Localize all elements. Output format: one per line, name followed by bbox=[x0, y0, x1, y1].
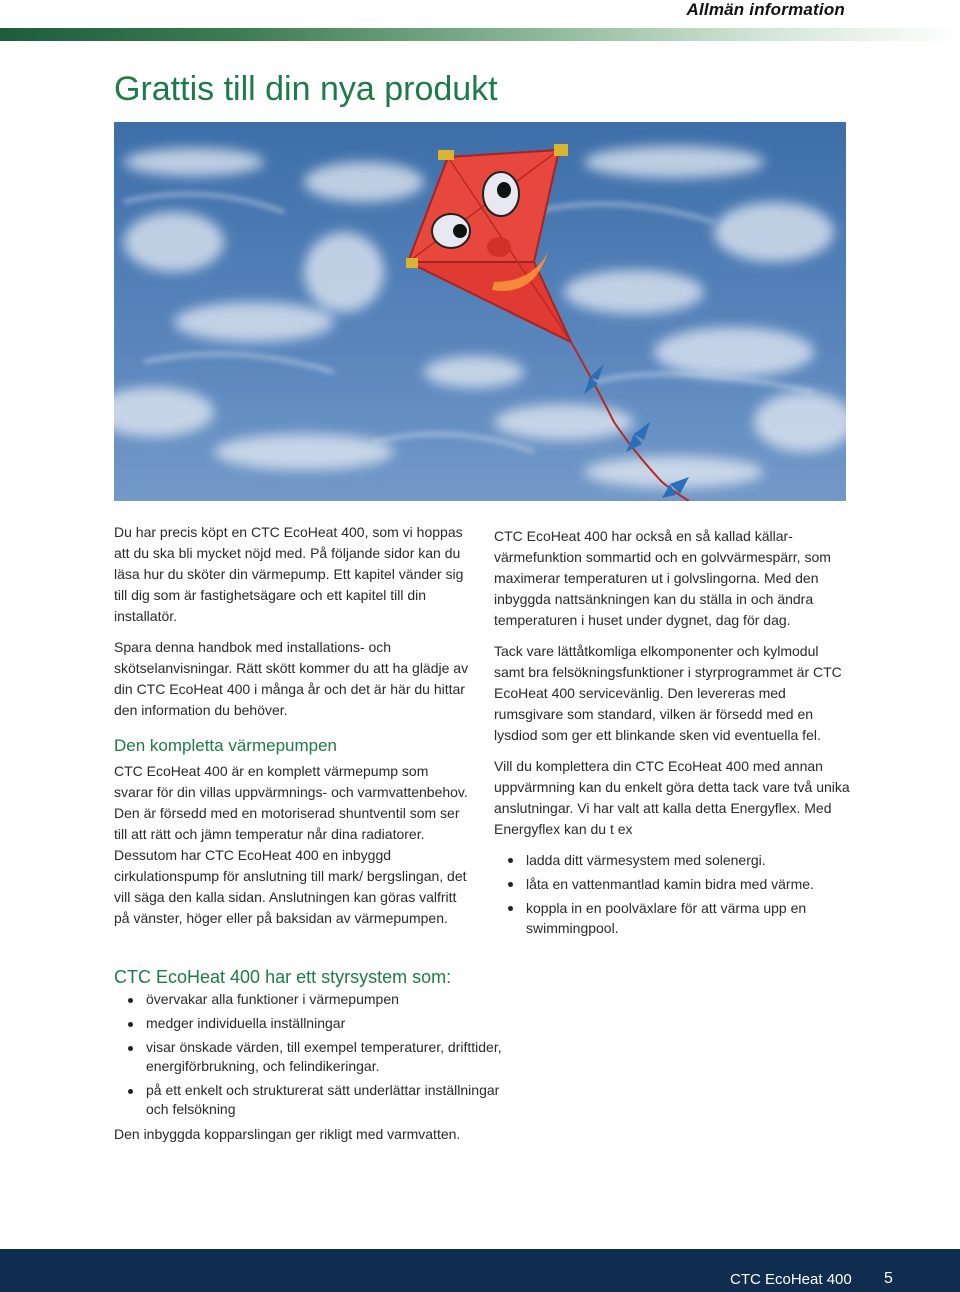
bullet-icon bbox=[508, 858, 513, 863]
list-item: koppla in en poolväxlare för att värma upp en swimmingpool. bbox=[494, 898, 850, 938]
intro-paragraph: Du har precis köpt en CTC EcoHeat 400, som vi hoppas att du ska bli mycket nöjd med. På följande sidor kan du läsa hur du sköter din värmepump. Ett kapitel vänder sig till dig som är fastighetsägare och ett kapitel till din installatör. bbox=[114, 524, 464, 624]
page-title: Grattis till din nya produkt bbox=[114, 70, 498, 108]
bullet-icon bbox=[508, 882, 513, 887]
header-gradient-bar bbox=[0, 28, 960, 41]
section-heading-heatpump: Den kompletta värmepumpen bbox=[114, 736, 338, 755]
right-paragraph-3: Vill du komplettera din CTC EcoHeat 400 med annan uppvärmning kan du enkelt göra detta tack vare två unika anslutningar. Vi har valt att kalla detta Energyflex. Med Energyflex kan du t ex bbox=[494, 758, 850, 837]
list-item: visar önskade värden, till exempel temperaturer, drifttider, energiförbrukning, och felindikeringar. bbox=[114, 1038, 514, 1076]
section-label: Allmän information bbox=[686, 0, 845, 19]
bullet-icon bbox=[128, 1089, 133, 1094]
right-column bbox=[494, 526, 850, 942]
bullet-icon bbox=[128, 1022, 133, 1027]
kite-illustration bbox=[114, 122, 846, 501]
list-item: på ett enkelt och strukturerat sätt underlättar inställningar och felsökning bbox=[114, 1081, 514, 1119]
bullet-icon bbox=[508, 906, 513, 911]
left-column bbox=[114, 522, 470, 939]
bullet-icon bbox=[128, 998, 133, 1003]
right-paragraph-2: Tack vare lättåtkomliga elkomponenter och kylmodul samt bra felsökningsfunktioner i styrprogrammet är CTC EcoHeat 400 servicevänlig. Den levereras med rumsgivare som standard, vilken är försedd med en lysdiod som ger ett blinkande sken vid eventuella fel. bbox=[494, 643, 842, 743]
control-system-section bbox=[114, 966, 514, 1145]
list-item: ladda ditt värmesystem med solenergi. bbox=[494, 850, 850, 870]
heatpump-paragraph: CTC EcoHeat 400 är en komplett värmepump som svarar för din villas uppvärmnings- och varmvattenbehov. Den är försedd med en motoriserad shuntventil som ser till att rätt och jämn temperatur når dina radiatorer. Dessutom har CTC EcoHeat 400 en inbyggd cirkulationspump för anslutning till mark/ bergslingan, det vill säga den kalla sidan. Anslutningen kan göras valfritt på vänster, höger eller på baksidan av värmepumpen. bbox=[114, 763, 468, 926]
page-number: 5 bbox=[884, 1270, 893, 1287]
save-paragraph: Spara denna handbok med installations- och skötselanvisningar. Rätt skött kommer du att ha glädje av din CTC EcoHeat 400 i många år och det är här du hittar den information du behöver. bbox=[114, 639, 469, 718]
energyflex-list bbox=[494, 850, 850, 938]
control-list bbox=[114, 990, 514, 1119]
kite-photo bbox=[114, 122, 846, 501]
list-item: övervakar alla funktioner i värmepumpen bbox=[114, 990, 514, 1009]
bullet-icon bbox=[128, 1046, 133, 1051]
footer-product-name: CTC EcoHeat 400 bbox=[730, 1271, 852, 1288]
list-item: låta en vattenmantlad kamin bidra med värme. bbox=[494, 874, 850, 894]
section-heading-control: CTC EcoHeat 400 har ett styrsystem som: bbox=[114, 967, 452, 987]
list-item: medger individuella inställningar bbox=[114, 1014, 514, 1033]
closing-line: Den inbyggda kopparslingan ger rikligt med varmvatten. bbox=[114, 1126, 461, 1142]
right-paragraph-1: CTC EcoHeat 400 har också en så kallad källar-värmefunktion sommartid och en golvvärmespärr, som maximerar temperaturen ut i golvslingorna. Med den inbyggda nattsänkningen kan du ställa in och ändra temperaturen i huset under dygnet, dag för dag. bbox=[494, 528, 831, 628]
